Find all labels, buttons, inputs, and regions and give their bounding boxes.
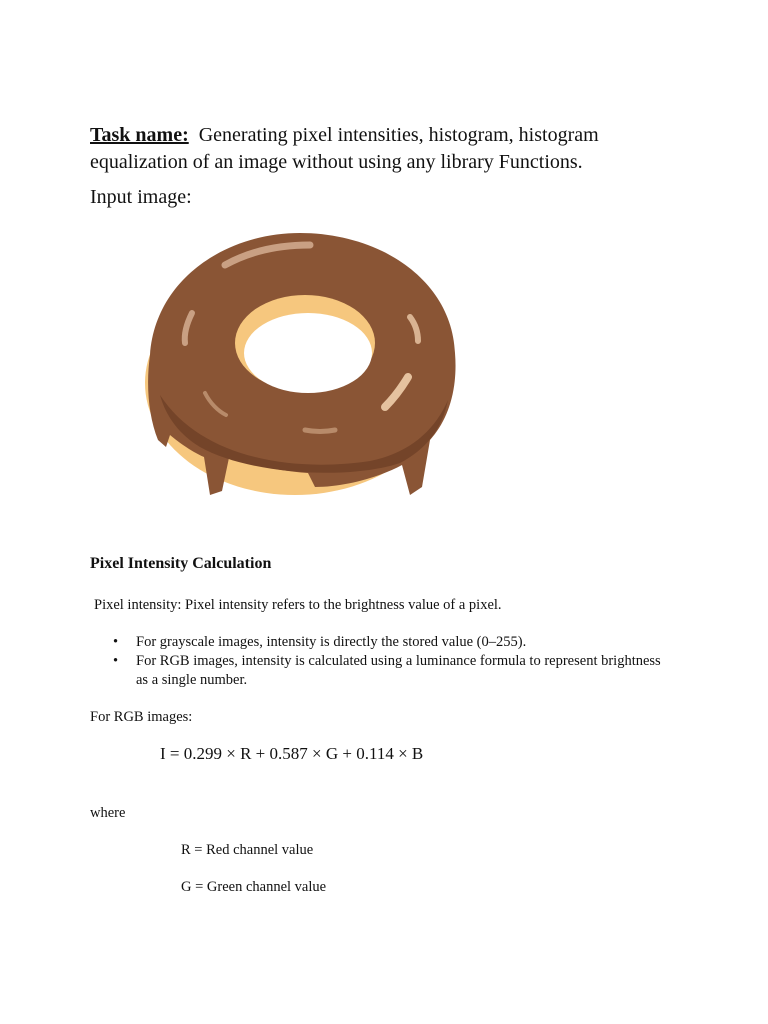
bullet-icon: • bbox=[113, 634, 119, 650]
bullet-icon: • bbox=[113, 653, 119, 669]
bullet-text: For grayscale images, intensity is directly the stored value (0–255). bbox=[136, 634, 527, 650]
section-title: Pixel Intensity Calculation bbox=[90, 555, 272, 572]
highlight-lower bbox=[305, 430, 335, 432]
task-description: Generating pixel intensities, histogram, histogram equalization of an image without using any library Functions. bbox=[90, 124, 599, 173]
bullet-list bbox=[113, 633, 673, 690]
red-channel-definition: R = Red channel value bbox=[181, 842, 314, 858]
rgb-label: For RGB images: bbox=[90, 709, 193, 725]
where-label: where bbox=[90, 805, 126, 821]
input-image-label: Input image: bbox=[90, 186, 192, 208]
donut-hole bbox=[244, 313, 372, 393]
task-label: Task name: bbox=[90, 124, 189, 146]
bullet-text: For RGB images, intensity is calculated using a luminance formula to represent brightness as a single number. bbox=[136, 653, 661, 688]
green-channel-definition: G = Green channel value bbox=[181, 879, 327, 895]
donut-illustration bbox=[130, 225, 470, 515]
list-item bbox=[113, 633, 673, 652]
task-heading bbox=[90, 122, 690, 176]
donut-image bbox=[130, 225, 470, 515]
intensity-formula: I = 0.299 × R + 0.587 × G + 0.114 × B bbox=[160, 744, 424, 763]
intro-paragraph: Pixel intensity: Pixel intensity refers to the brightness value of a pixel. bbox=[94, 597, 502, 613]
list-item bbox=[113, 652, 673, 690]
